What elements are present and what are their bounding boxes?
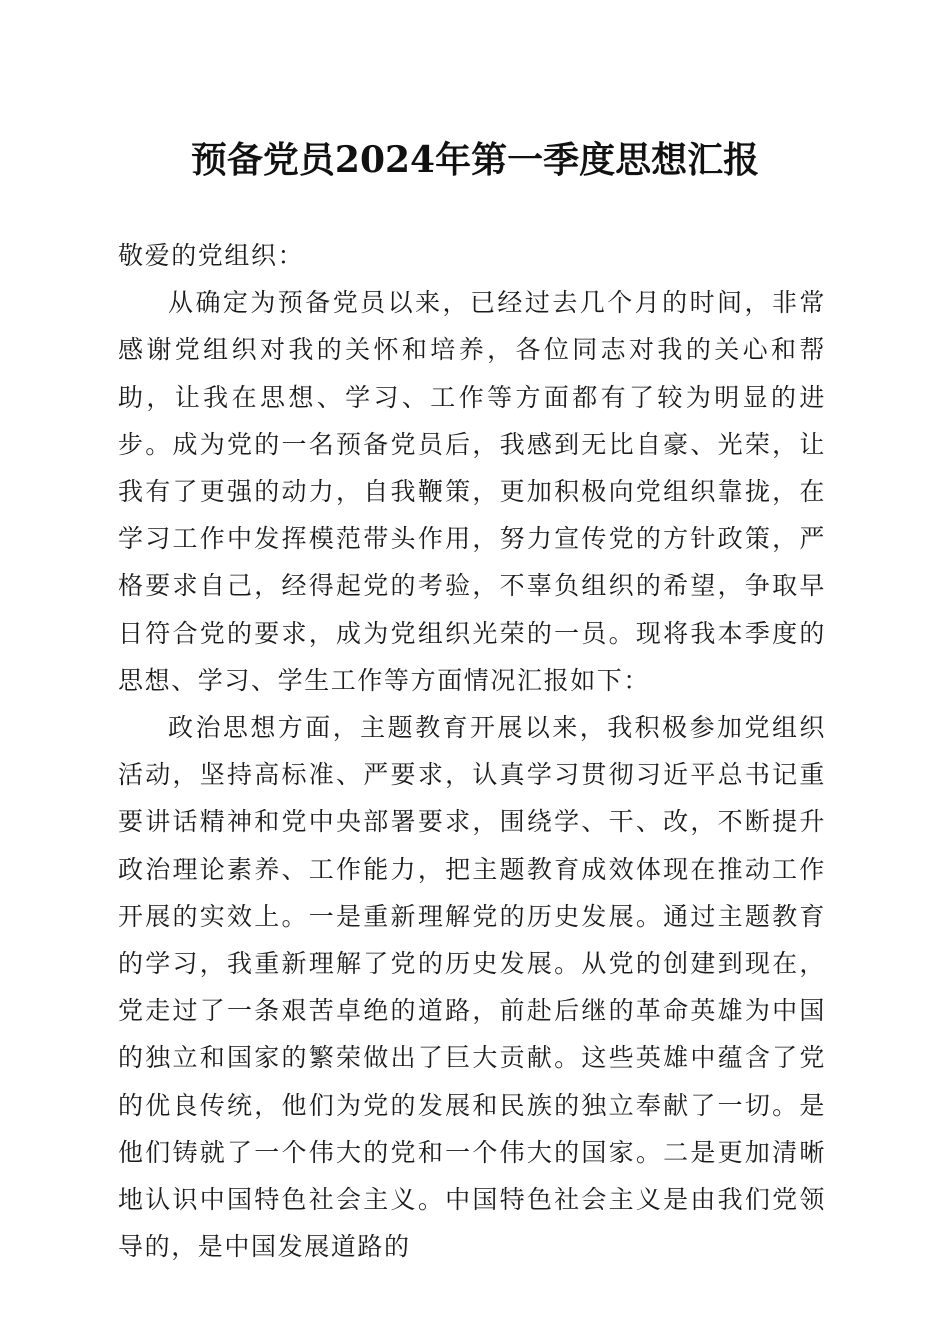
paragraph-intro: 从确定为预备党员以来，已经过去几个月的时间，非常感谢党组织对我的关怀和培养，各位同志对我的关心和帮助，让我在思想、学习、工作等方面都有了较为明显的进步。成为党的一名预备党员后，我感到无比自豪、光荣，让我有了更强的动力，自我鞭策，更加积极向党组织靠拢，在学习工作中发挥模范带头作用，努力宣传党的方针政策，严格要求自己，经得起党的考验，不辜负组织的希望，争取早日符合党的要求，成为党组织光荣的一员。现将我本季度的思想、学习、学生工作等方面情况汇报如下： (118, 288, 826, 695)
salutation: 敬爱的党组织： (118, 241, 305, 270)
document-body (118, 232, 826, 1270)
document-title: 预备党员2024年第一季度思想汇报 (190, 139, 760, 181)
paragraph-political-thought: 政治思想方面，主题教育开展以来，我积极参加党组织活动，坚持高标准、严要求，认真学习贯彻习近平总书记重要讲话精神和党中央部署要求，围绕学、干、改，不断提升政治理论素养、工作能力，把主题教育成效体现在推动工作开展的实效上。一是重新理解党的历史发展。通过主题教育的学习，我重新理解了党的历史发展。从党的创建到现在，党走过了一条艰苦卓绝的道路，前赴后继的革命英雄为中国的独立和国家的繁荣做出了巨大贡献。这些英雄中蕴含了党的优良传统，他们为党的发展和民族的独立奉献了一切。是他们铸就了一个伟大的党和一个伟大的国家。二是更加清晰地认识中国特色社会主义。中国特色社会主义是由我们党领导的，是中国发展道路的 (118, 713, 826, 1262)
